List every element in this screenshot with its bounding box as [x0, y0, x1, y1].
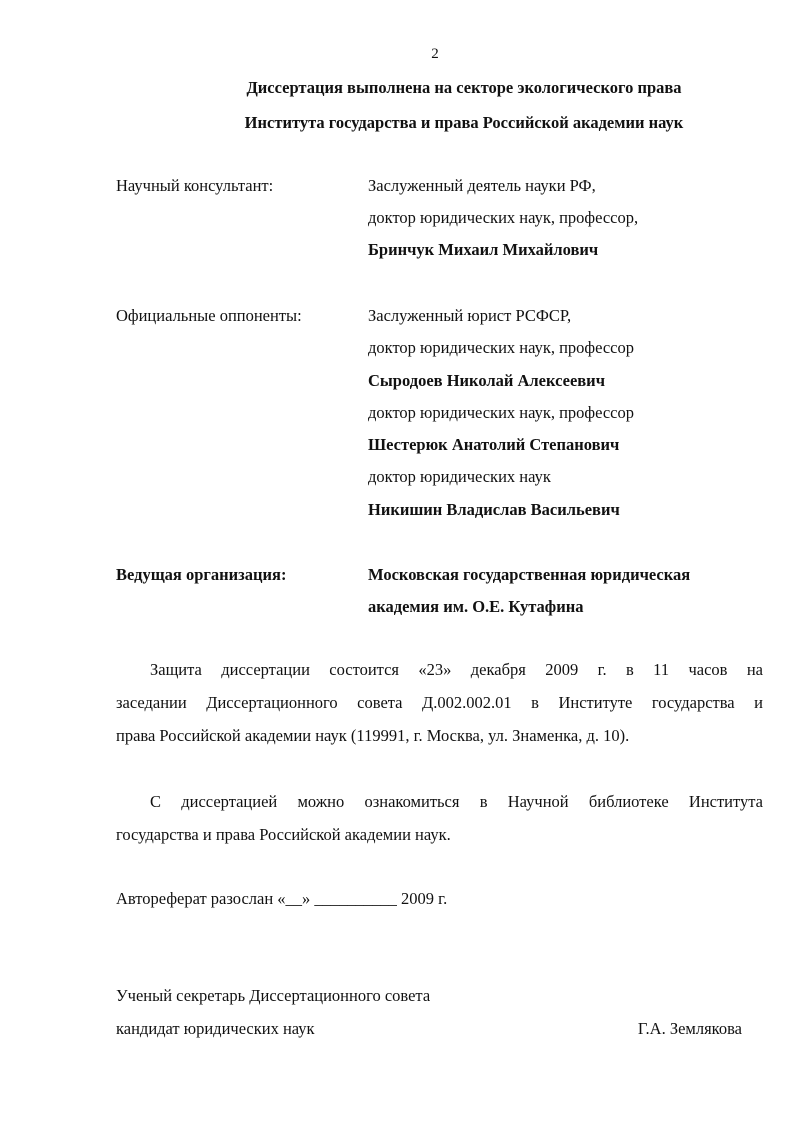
page-number: 2: [431, 46, 439, 62]
leading-org-line-1: Московская государственная юридическая: [368, 565, 691, 584]
consultant-name: Бринчук Михаил Михайлович: [368, 240, 599, 259]
opponent-line-4: доктор юридических наук: [368, 467, 551, 486]
leading-org-label: Ведущая организация:: [116, 565, 287, 584]
opponent-name-1: Сыродоев Николай Алексеевич: [368, 371, 605, 390]
defense-line-1: Защита диссертации состоится «23» декабря 2009 г. в 11 часов на: [150, 660, 763, 679]
library-line-2: государства и права Российской академии наук.: [116, 825, 451, 844]
consultant-label: Научный консультант:: [116, 176, 274, 195]
secretary-title: Ученый секретарь Диссертационного совета: [116, 986, 431, 1005]
consultant-line-2: доктор юридических наук, профессор,: [368, 208, 639, 227]
opponent-name-3: Никишин Владислав Васильевич: [368, 500, 620, 519]
defense-line-2: заседании Диссертационного совета Д.002.002.01 в Институте государства и: [116, 693, 763, 712]
secretary-degree: кандидат юридических наук: [116, 1019, 315, 1038]
library-line-1: С диссертацией можно ознакомиться в Научной библиотеке Института: [150, 792, 763, 811]
leading-org-line-2: академия им. О.Е. Кутафина: [368, 597, 584, 616]
opponent-line-1: Заслуженный юрист РСФСР,: [368, 306, 572, 325]
opponent-name-2: Шестерюк Анатолий Степанович: [368, 435, 620, 454]
opponent-line-3: доктор юридических наук, профессор: [368, 403, 635, 422]
header-line-2: Института государства и права Российской академии наук: [244, 113, 684, 132]
opponent-line-2: доктор юридических наук, профессор: [368, 338, 635, 357]
abstract-mailed-line: Автореферат разослан «__» __________ 2009 г.: [116, 889, 448, 908]
secretary-name: Г.А. Землякова: [637, 1019, 742, 1038]
opponents-label: Официальные оппоненты:: [116, 306, 302, 325]
consultant-line-1: Заслуженный деятель науки РФ,: [368, 176, 596, 195]
header-line-1: Диссертация выполнена на секторе экологического права: [246, 78, 682, 97]
defense-line-3: права Российской академии наук (119991, г. Москва, ул. Знаменка, д. 10).: [116, 726, 630, 745]
